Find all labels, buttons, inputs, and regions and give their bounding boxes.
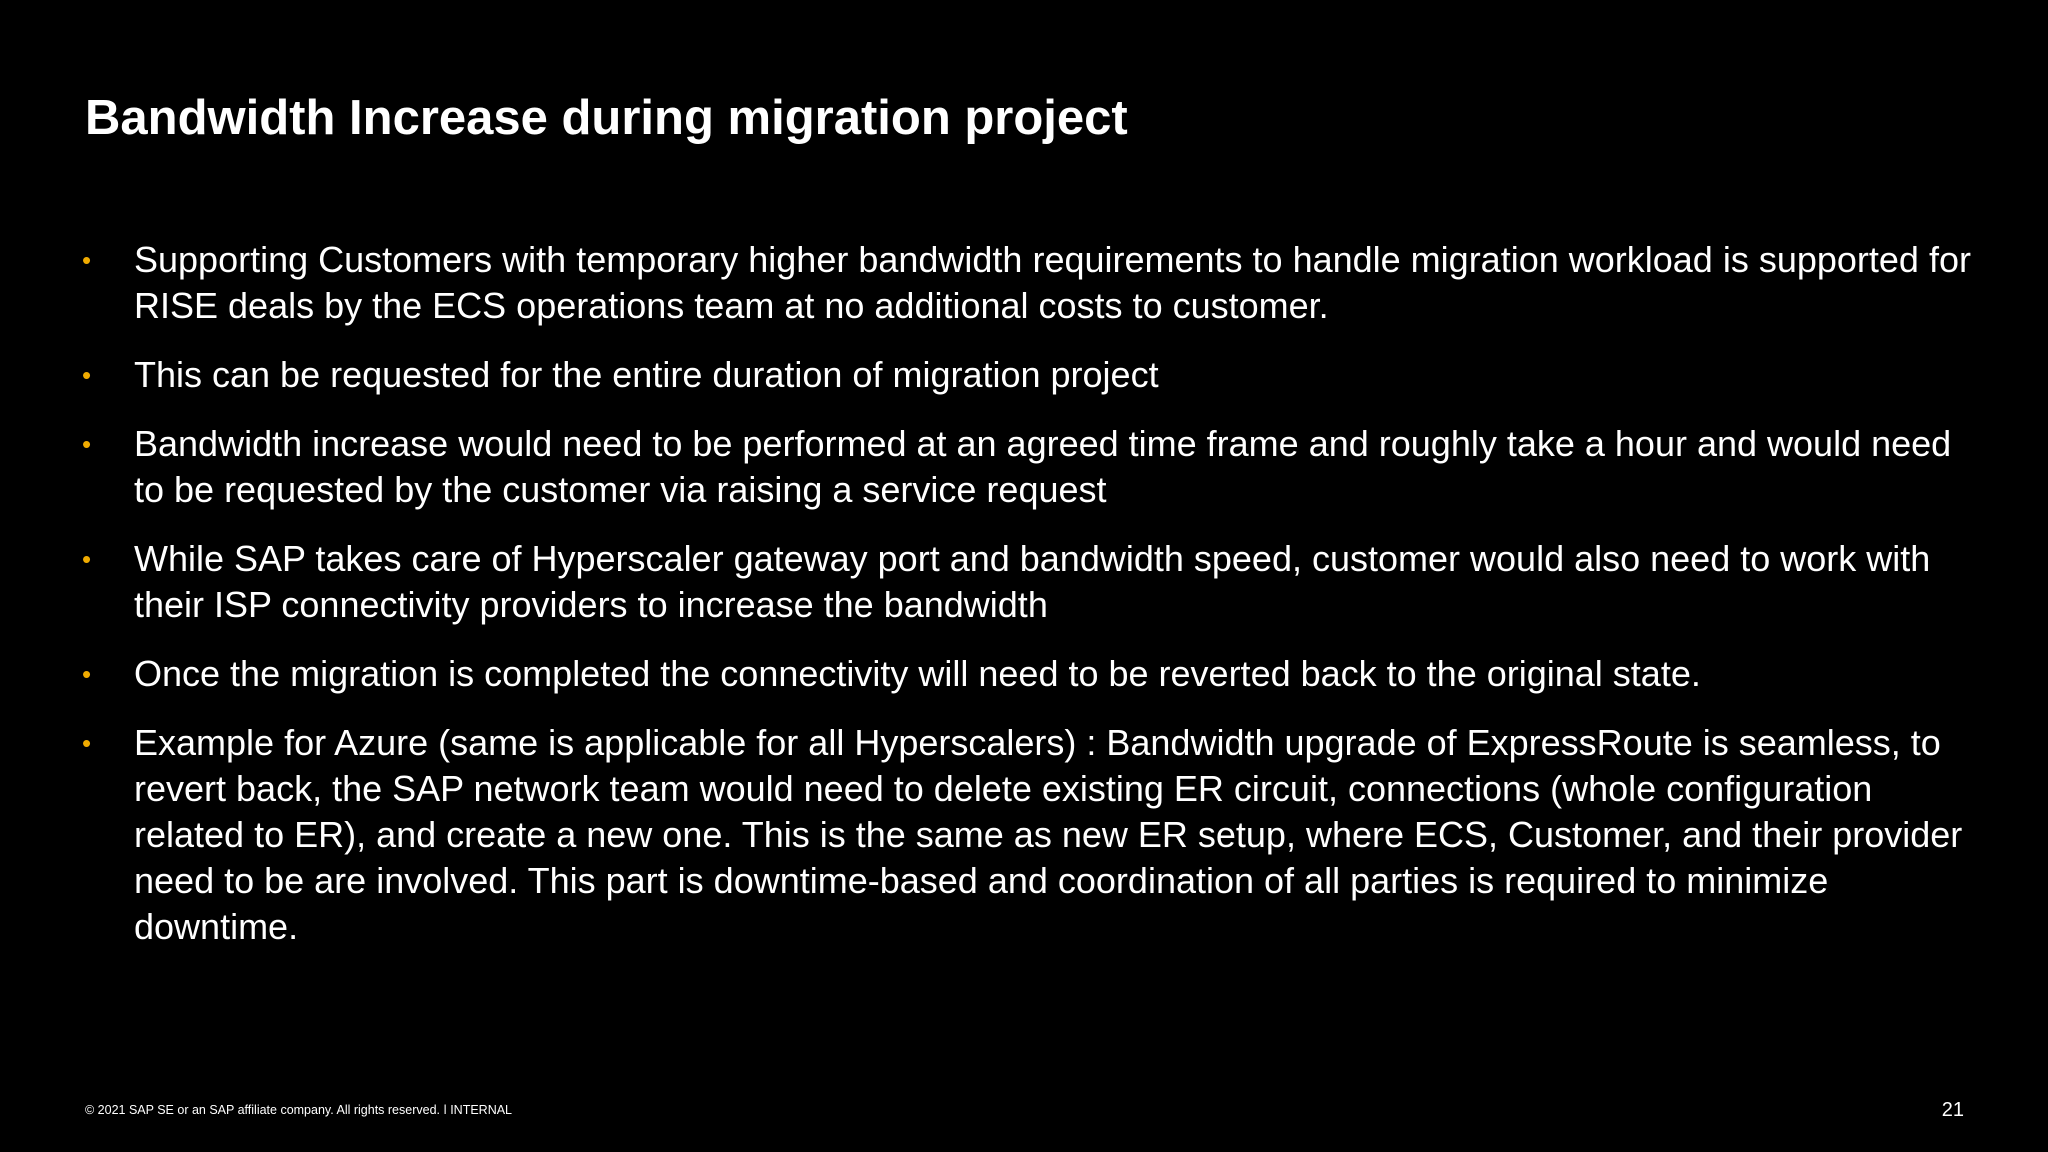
bullet-dot-icon: • [82, 429, 92, 459]
bullet-text: Bandwidth increase would need to be performed at an agreed time frame and roughly take a hour and would need to be requested by the customer via raising a service request [134, 423, 1952, 510]
bullet-text: Example for Azure (same is applicable for all Hyperscalers) : Bandwidth upgrade of ExpressRoute is seamless, to revert back, the SAP network team would need to delete existing ER circuit, connections (whole configuration related to ER), and create a new one. This is the same as new ER setup, where ECS, Customer, and their provider need to be are involved. This part is downtime-based and coordination of all parties is required to minimize downtime. [134, 722, 1963, 947]
bullet-item [82, 651, 1982, 697]
page-number: 21 [1941, 1099, 1964, 1121]
bullet-dot-icon: • [82, 728, 92, 758]
slide-title: Bandwidth Increase during migration project [85, 91, 1128, 145]
bullet-text: Once the migration is completed the connectivity will need to be reverted back to the original state. [134, 653, 1701, 694]
bullet-dot-icon: • [82, 360, 92, 390]
bullet-item [82, 536, 1982, 628]
copyright-footer: © 2021 SAP SE or an SAP affiliate company. All rights reserved. ǀ INTERNAL [85, 1103, 513, 1117]
bullet-text: This can be requested for the entire duration of migration project [134, 354, 1159, 395]
bullet-list [82, 237, 1982, 973]
bullet-dot-icon: • [82, 245, 92, 275]
bullet-item [82, 237, 1982, 329]
bullet-text: Supporting Customers with temporary higher bandwidth requirements to handle migration workload is supported for RISE deals by the ECS operations team at no additional costs to customer. [134, 239, 1971, 326]
bullet-dot-icon: • [82, 544, 92, 574]
bullet-item [82, 421, 1982, 513]
bullet-item [82, 352, 1982, 398]
bullet-item [82, 720, 1982, 950]
bullet-dot-icon: • [82, 659, 92, 689]
bullet-text: While SAP takes care of Hyperscaler gateway port and bandwidth speed, customer would also need to work with their ISP connectivity providers to increase the bandwidth [134, 538, 1931, 625]
